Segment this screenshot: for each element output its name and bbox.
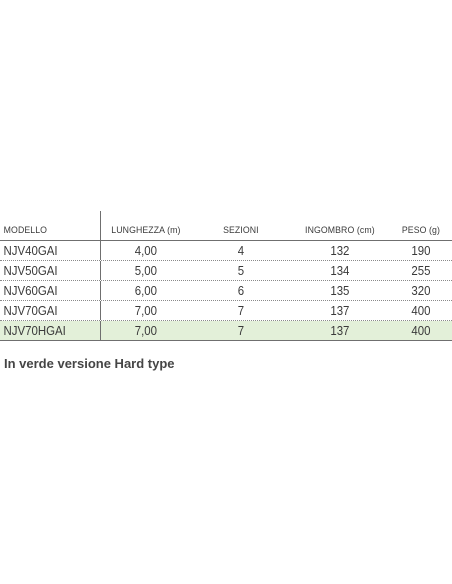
column-divider (100, 211, 101, 240)
column-divider (100, 321, 101, 340)
table-row (0, 301, 452, 321)
column-divider (100, 281, 101, 300)
column-divider (100, 241, 101, 260)
cell-length: 7,00 (134, 303, 157, 318)
cell-weight: 400 (411, 323, 431, 338)
cell-size: 132 (330, 243, 350, 258)
cell-model: NJV50GAI (3, 263, 58, 278)
cell-model: NJV60GAI (3, 283, 58, 298)
cell-length: 4,00 (134, 243, 157, 258)
cell-weight: 320 (411, 283, 431, 298)
table-caption: In verde versione Hard type (4, 356, 175, 371)
cell-sections: 6 (237, 283, 244, 298)
header-size: INGOMBRO (cm) (305, 224, 376, 236)
cell-size: 135 (330, 283, 350, 298)
cell-sections: 5 (237, 263, 244, 278)
cell-size: 137 (330, 303, 350, 318)
table-row-highlighted (0, 321, 452, 341)
header-weight: PESO (g) (402, 224, 441, 236)
cell-length: 7,00 (134, 323, 157, 338)
cell-sections: 7 (237, 323, 244, 338)
header-model: MODELLO (3, 224, 48, 236)
cell-model: NJV70GAI (3, 303, 58, 318)
table-row (0, 261, 452, 281)
cell-sections: 7 (237, 303, 244, 318)
header-length: LUNGHEZZA (m) (111, 224, 181, 236)
header-sections: SEZIONI (222, 224, 259, 236)
spec-table (0, 211, 452, 341)
cell-model: NJV70HGAI (3, 323, 66, 338)
cell-weight: 255 (411, 263, 431, 278)
column-divider (100, 301, 101, 320)
table-row (0, 241, 452, 261)
cell-model: NJV40GAI (3, 243, 58, 258)
cell-size: 134 (330, 263, 350, 278)
table-row (0, 281, 452, 301)
cell-length: 6,00 (134, 283, 157, 298)
cell-weight: 190 (411, 243, 431, 258)
column-divider (100, 261, 101, 280)
table-header-row (0, 211, 452, 241)
cell-sections: 4 (237, 243, 244, 258)
cell-length: 5,00 (134, 263, 157, 278)
cell-weight: 400 (411, 303, 431, 318)
cell-size: 137 (330, 323, 350, 338)
